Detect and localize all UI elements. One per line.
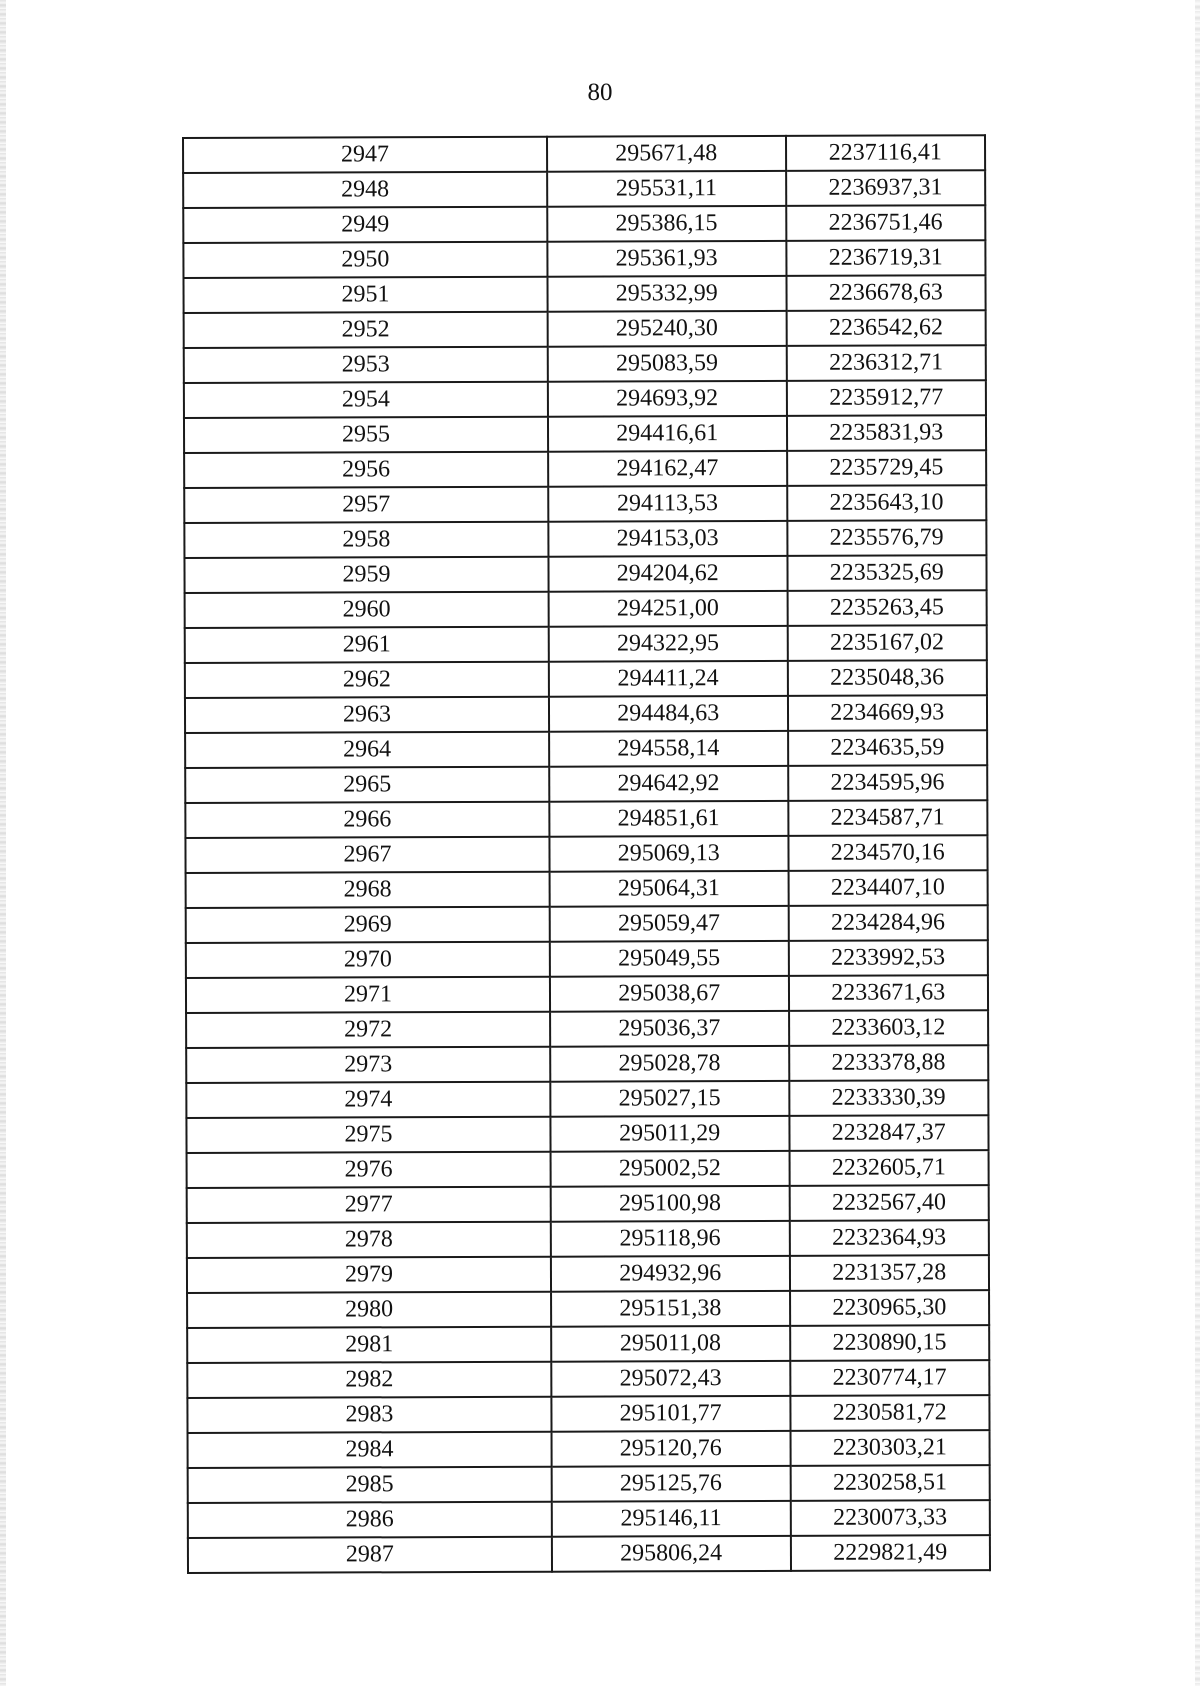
table-row [187,1395,989,1433]
table-row [183,170,985,208]
point-number-cell: 2957 [184,487,548,523]
point-number-cell: 2987 [188,1537,552,1573]
x-coordinate-cell: 295806,24 [552,1536,791,1572]
table-row [185,660,987,698]
x-coordinate-cell: 295059,47 [550,906,789,942]
point-number-cell: 2960 [185,592,549,628]
coordinates-table-body [183,135,990,1573]
y-coordinate-cell: 2232605,71 [789,1150,989,1186]
table-row [185,835,987,873]
y-coordinate-cell: 2235325,69 [787,555,987,591]
table-row [186,1115,988,1153]
y-coordinate-cell: 2234284,96 [788,905,988,941]
y-coordinate-cell: 2236542,62 [786,310,986,346]
point-number-cell: 2983 [187,1397,551,1433]
point-number-cell: 2971 [186,977,550,1013]
x-coordinate-cell: 295101,77 [551,1396,790,1432]
point-number-cell: 2952 [184,312,548,348]
y-coordinate-cell: 2235831,93 [786,415,986,451]
x-coordinate-cell: 294411,24 [549,661,788,697]
y-coordinate-cell: 2233992,53 [788,940,988,976]
y-coordinate-cell: 2236678,63 [786,275,986,311]
x-coordinate-cell: 295531,11 [547,171,786,207]
point-number-cell: 2985 [188,1467,552,1503]
x-coordinate-cell: 295240,30 [548,311,787,347]
point-number-cell: 2947 [183,137,547,173]
x-coordinate-cell: 295671,48 [547,136,786,172]
point-number-cell: 2951 [183,277,547,313]
y-coordinate-cell: 2232567,40 [789,1185,989,1221]
y-coordinate-cell: 2230890,15 [790,1325,990,1361]
x-coordinate-cell: 295361,93 [547,241,786,277]
point-number-cell: 2950 [183,242,547,278]
x-coordinate-cell: 294484,63 [549,696,788,732]
x-coordinate-cell: 294204,62 [548,556,787,592]
point-number-cell: 2977 [187,1187,551,1223]
point-number-cell: 2966 [185,802,549,838]
x-coordinate-cell: 295146,11 [552,1501,791,1537]
table-row [186,1080,988,1118]
x-coordinate-cell: 295332,99 [547,276,786,312]
y-coordinate-cell: 2230073,33 [790,1500,990,1536]
table-row [185,730,987,768]
y-coordinate-cell: 2235912,77 [786,380,986,416]
point-number-cell: 2962 [185,662,549,698]
table-row [187,1360,989,1398]
y-coordinate-cell: 2236719,31 [786,240,986,276]
point-number-cell: 2982 [187,1362,551,1398]
x-coordinate-cell: 295002,52 [550,1151,789,1187]
x-coordinate-cell: 295064,31 [549,871,788,907]
coordinates-table [182,134,991,1574]
y-coordinate-cell: 2235167,02 [787,625,987,661]
y-coordinate-cell: 2233378,88 [789,1045,989,1081]
x-coordinate-cell: 295049,55 [550,941,789,977]
y-coordinate-cell: 2229821,49 [790,1535,990,1571]
table-row [187,1220,989,1258]
y-coordinate-cell: 2237116,41 [785,135,985,171]
scan-edge-right [1195,0,1200,1686]
table-row [185,590,987,628]
table-row [183,275,985,313]
x-coordinate-cell: 294851,61 [549,801,788,837]
x-coordinate-cell: 295125,76 [552,1466,791,1502]
table-row [186,940,988,978]
y-coordinate-cell: 2230258,51 [790,1465,990,1501]
y-coordinate-cell: 2234669,93 [787,695,987,731]
y-coordinate-cell: 2235576,79 [787,520,987,556]
x-coordinate-cell: 294932,96 [551,1256,790,1292]
x-coordinate-cell: 295120,76 [551,1431,790,1467]
x-coordinate-cell: 294153,03 [548,521,787,557]
table-row [185,695,987,733]
point-number-cell: 2972 [186,1012,550,1048]
point-number-cell: 2980 [187,1292,551,1328]
point-number-cell: 2984 [188,1432,552,1468]
point-number-cell: 2978 [187,1222,551,1258]
table-row [184,380,986,418]
x-coordinate-cell: 295083,59 [548,346,787,382]
y-coordinate-cell: 2236751,46 [786,205,986,241]
table-row [186,1010,988,1048]
table-row [186,870,988,908]
point-number-cell: 2948 [183,172,547,208]
x-coordinate-cell: 294251,00 [548,591,787,627]
table-row [187,1255,989,1293]
x-coordinate-cell: 295118,96 [551,1221,790,1257]
table-row [187,1185,989,1223]
x-coordinate-cell: 295386,15 [547,206,786,242]
y-coordinate-cell: 2233603,12 [789,1010,989,1046]
table-row [188,1500,990,1538]
point-number-cell: 2967 [185,837,549,873]
y-coordinate-cell: 2234407,10 [788,870,988,906]
x-coordinate-cell: 294693,92 [548,381,787,417]
point-number-cell: 2959 [184,557,548,593]
x-coordinate-cell: 295072,43 [551,1361,790,1397]
y-coordinate-cell: 2236937,31 [786,170,986,206]
point-number-cell: 2965 [185,767,549,803]
point-number-cell: 2970 [186,942,550,978]
y-coordinate-cell: 2230303,21 [790,1430,990,1466]
point-number-cell: 2969 [186,907,550,943]
y-coordinate-cell: 2232847,37 [789,1115,989,1151]
x-coordinate-cell: 295151,38 [551,1291,790,1327]
point-number-cell: 2968 [186,872,550,908]
table-row [185,625,987,663]
y-coordinate-cell: 2232364,93 [789,1220,989,1256]
table-row [188,1465,990,1503]
page-number: 80 [587,79,613,106]
table-row [183,240,985,278]
table-row [184,555,986,593]
point-number-cell: 2955 [184,417,548,453]
point-number-cell: 2963 [185,697,549,733]
x-coordinate-cell: 295028,78 [550,1046,789,1082]
table-row [184,450,986,488]
table-row [184,345,986,383]
table-row [186,975,988,1013]
x-coordinate-cell: 294113,53 [548,486,787,522]
y-coordinate-cell: 2236312,71 [786,345,986,381]
y-coordinate-cell: 2235048,36 [787,660,987,696]
x-coordinate-cell: 295036,37 [550,1011,789,1047]
table-row [183,135,985,173]
y-coordinate-cell: 2230774,17 [790,1360,990,1396]
x-coordinate-cell: 295038,67 [550,976,789,1012]
point-number-cell: 2958 [184,522,548,558]
y-coordinate-cell: 2234587,71 [788,800,988,836]
y-coordinate-cell: 2234570,16 [788,835,988,871]
x-coordinate-cell: 294558,14 [549,731,788,767]
x-coordinate-cell: 294162,47 [548,451,787,487]
table-row [184,310,986,348]
table-row [188,1430,990,1468]
point-number-cell: 2956 [184,452,548,488]
table-row [184,485,986,523]
y-coordinate-cell: 2231357,28 [789,1255,989,1291]
y-coordinate-cell: 2234595,96 [788,765,988,801]
table-row [184,520,986,558]
scan-edge-left [0,0,6,1686]
table-row [183,205,985,243]
point-number-cell: 2949 [183,207,547,243]
table-row [184,415,986,453]
table-row [187,1325,989,1363]
x-coordinate-cell: 295011,29 [550,1116,789,1152]
y-coordinate-cell: 2230965,30 [790,1290,990,1326]
point-number-cell: 2974 [186,1082,550,1118]
y-coordinate-cell: 2233330,39 [789,1080,989,1116]
point-number-cell: 2979 [187,1257,551,1293]
y-coordinate-cell: 2233671,63 [788,975,988,1011]
point-number-cell: 2981 [187,1327,551,1363]
table-row [187,1290,989,1328]
point-number-cell: 2976 [187,1152,551,1188]
x-coordinate-cell: 295027,15 [550,1081,789,1117]
table-row [188,1535,990,1573]
y-coordinate-cell: 2235263,45 [787,590,987,626]
point-number-cell: 2986 [188,1502,552,1538]
x-coordinate-cell: 294642,92 [549,766,788,802]
x-coordinate-cell: 295100,98 [551,1186,790,1222]
point-number-cell: 2964 [185,732,549,768]
y-coordinate-cell: 2234635,59 [788,730,988,766]
point-number-cell: 2961 [185,627,549,663]
point-number-cell: 2953 [184,347,548,383]
table-row [186,1045,988,1083]
y-coordinate-cell: 2235729,45 [787,450,987,486]
table-row [187,1150,989,1188]
table-row [185,800,987,838]
table-row [186,905,988,943]
x-coordinate-cell: 294416,61 [548,416,787,452]
point-number-cell: 2973 [186,1047,550,1083]
y-coordinate-cell: 2235643,10 [787,485,987,521]
x-coordinate-cell: 295011,08 [551,1326,790,1362]
point-number-cell: 2975 [186,1117,550,1153]
table-row [185,765,987,803]
x-coordinate-cell: 295069,13 [549,836,788,872]
point-number-cell: 2954 [184,382,548,418]
x-coordinate-cell: 294322,95 [549,626,788,662]
y-coordinate-cell: 2230581,72 [790,1395,990,1431]
